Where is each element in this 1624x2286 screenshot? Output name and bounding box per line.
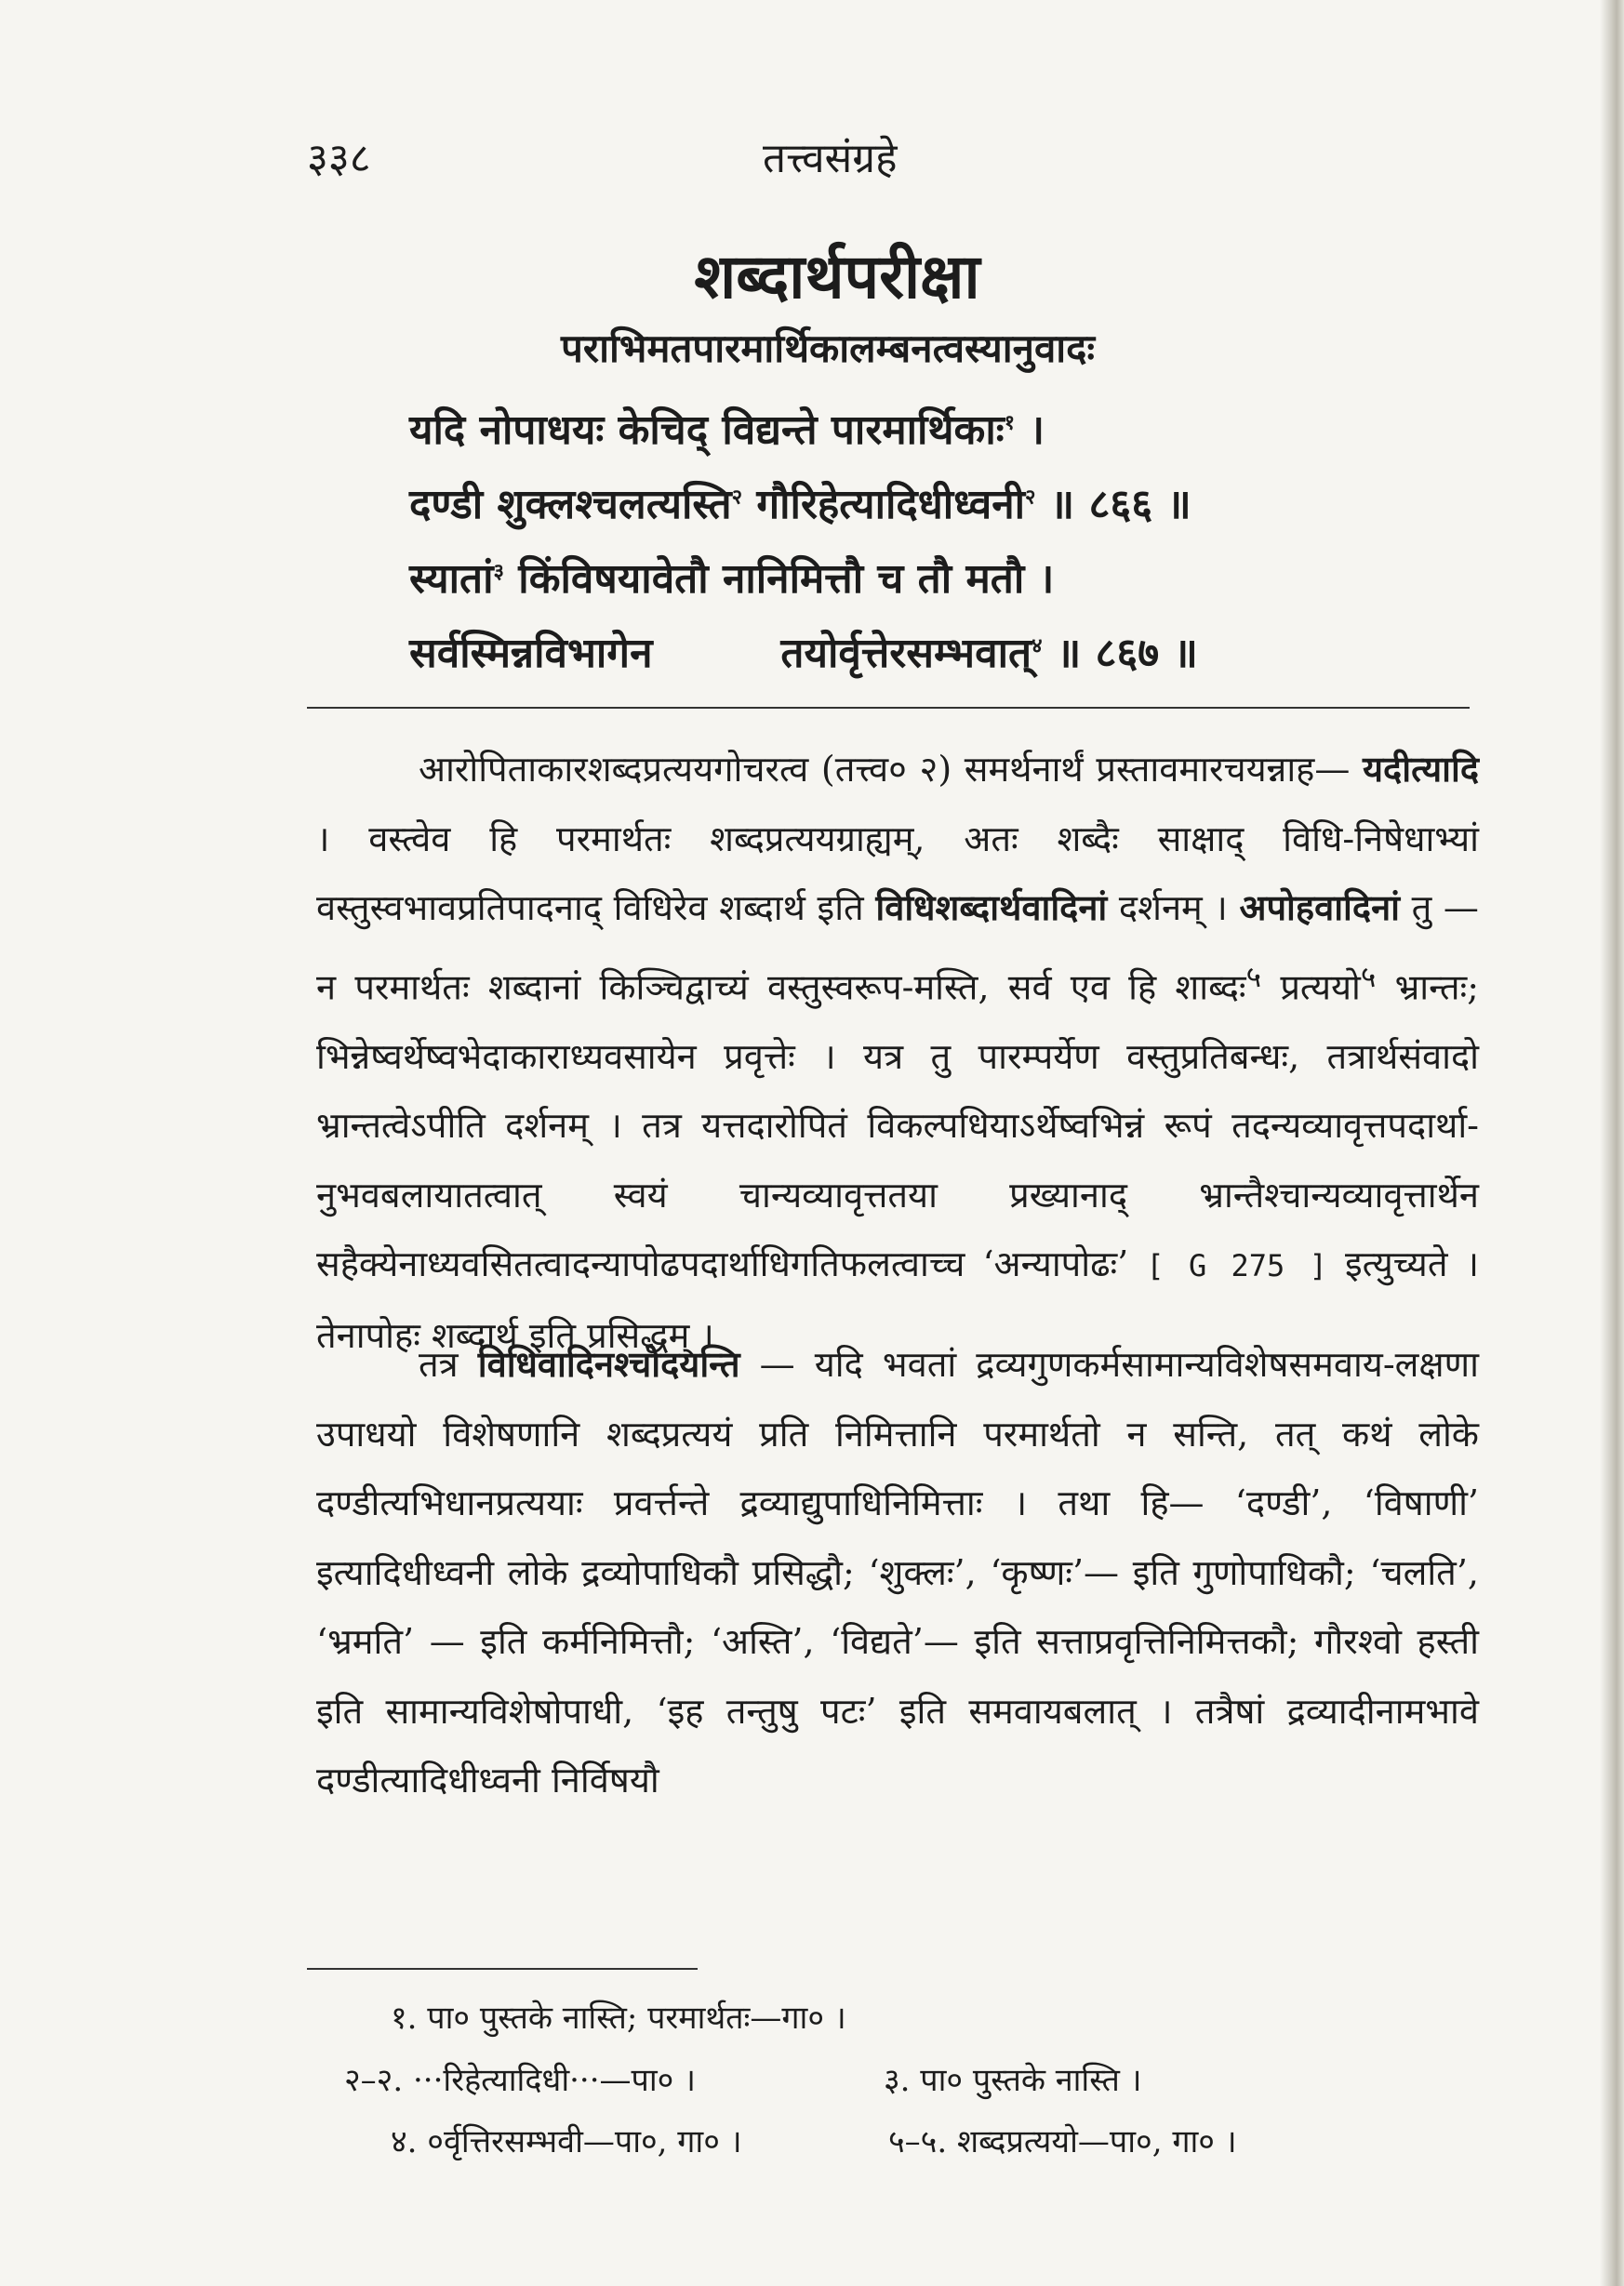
verse-text: सर्वस्मिन्नविभागेन xyxy=(409,630,653,677)
footnote-1: १. पा० पुस्तके नास्ति; परमार्थतः—गा० । xyxy=(391,2000,846,2037)
footnote-divider xyxy=(307,1968,698,1970)
verse-divider xyxy=(307,707,1470,709)
commentary-keyword: विधिशब्दार्थवादिनां xyxy=(875,886,1108,928)
footnote-5: ५–५. शब्दप्रत्ययो—पा०, गा० । xyxy=(888,2123,1237,2160)
commentary-text: तत्र xyxy=(419,1344,459,1385)
running-head: तत्त्वसंग्रहे xyxy=(763,135,898,182)
verse-text: गौरिहेत्यादिधीध्वनी xyxy=(756,481,1026,528)
commentary-text: आरोपिताकारशब्दप्रत्ययगोचरत्व (तत्त्व० २) समर्थनार्थं प्रस्तावमारचयन्नाह— xyxy=(419,749,1351,790)
footnote-marker: १ xyxy=(1004,410,1016,435)
footnote-marker: ५ xyxy=(1360,960,1377,994)
section-subtitle: पराभिमतपारमार्थिकालम्बनत्वस्यानुवादः xyxy=(561,326,1095,371)
commentary-text: प्रत्ययो xyxy=(1280,966,1361,1008)
footnote-marker: ४ xyxy=(1032,633,1043,658)
verse-text: स्यातां xyxy=(409,555,494,603)
commentary-text: — यदि भवतां द्रव्यगुणकर्मसामान्यविशेषसमवाय-लक्षणा उपाधयो विशेषणानि शब्दप्रत्ययं प्रति निमित्तानि परमार्थतो न सन्ति, तत् कथं लोके दण्डीत्यभिधानप्रत्ययाः प्रवर्त्तन्ते द्रव्याद्युपाधिनिमित्ताः । तथा हि— ‘दण्डी’, ‘विषाणी’ इत्यादिधीध्वनी लोके द्रव्योपाधिकौ प्रसिद्धौ; ‘शुक्लः’, ‘कृष्णः’— इति गुणोपाधिकौ; ‘चलति’, ‘भ्रमति’ — इति कर्मनिमित्तौ; ‘अस्ति’, ‘विद्यते’— इति सत्ताप्रवृत्तिनिमित्तकौ; गौरश्वो हस्ती इति सामान्यविशेषोपाधी, ‘इह तन्तुषु पटः’ इति समवायबलात् । तत्रैषां द्रव्यादीनामभावे दण्डीत्यादिधीध्वनी निर्विषयौ xyxy=(316,1344,1479,1801)
verse-line-1 xyxy=(409,400,1045,456)
section-title: शब्दार्थपरीक्षा xyxy=(694,240,980,312)
commentary-text: । वस्त्वेव हि परमार्थतः शब्दप्रत्ययग्राह्यम्, अतः शब्दैः साक्षाद् विधि-निषेधाभ्यां वस्तुस्वभावप्रतिपादनाद् विधिरेव शब्दार्थ इति xyxy=(316,817,1479,928)
verse-line-2 xyxy=(409,474,1191,530)
footnote-4: ४. ०र्वृत्तिरसम्भवी—पा०, गा० । xyxy=(391,2123,742,2160)
commentary-text: इत्युच्यते । तेनापोहः शब्दार्थ इति प्रसिद्धम् । xyxy=(316,1243,1480,1356)
footnote-marker: २ xyxy=(731,485,743,510)
commentary-paragraph-1 xyxy=(316,735,1479,1370)
page-number: ३३८ xyxy=(307,135,371,182)
verse-number: ॥ ८६६ ॥ xyxy=(1049,481,1191,528)
commentary-text: भ्रान्तः; भिन्नेष्वर्थेष्वभेदाकाराध्यवसायेन प्रवृत्तेः । यत्र तु पारम्पर्येण वस्तुप्रतिबन्धः, तत्रार्थसंवादो भ्रान्तत्वेऽपीति दर्शनम् । तत्र यत्तदारोपितं विकल्पधियाऽर्थेष्वभिन्नं रूपं तदन्यव्यावृत्तपदार्था-नुभवबलायातत्वात् स्वयं चान्यव्यावृत्ततया प्रख्यानाद् भ्रान्तैश्चान्यव्यावृत्तार्थेन सहैक्येनाध्यवसितत्वादन्यापोढपदार्थाधिगतिफलत्वाच्च ‘अन्यापोढः’ xyxy=(316,966,1479,1285)
verse-text: दण्डी शुक्लश्चलत्यस्ति xyxy=(409,481,732,528)
verse-line-4 xyxy=(409,623,1198,679)
edition-reference: [ G 275 ] xyxy=(1146,1248,1327,1284)
footnote-marker: २ xyxy=(1025,485,1036,510)
verse-danda: । xyxy=(1029,406,1045,454)
verse-number: ॥ ८६७ ॥ xyxy=(1056,630,1198,677)
footnote-2: २–२. ···रिहेत्यादिधी···—पा० । xyxy=(344,2062,697,2099)
commentary-text: तु — न परमार्थतः शब्दानां किञ्चिद्वाच्यं वस्तुस्वरूप-मस्ति, सर्व एव हि शाब्दः xyxy=(316,887,1479,1008)
commentary-keyword: विधिवादिनश्चोदयन्ति xyxy=(477,1343,740,1385)
verse-text: तयोर्वृत्तेरसम्भवात् xyxy=(780,630,1032,677)
commentary-paragraph-2 xyxy=(316,1330,1479,1815)
page-binding-edge xyxy=(1600,0,1624,2286)
commentary-keyword: यदीत्यादि xyxy=(1363,748,1479,790)
verse-text: किंविषयावेतौ नानिमित्तौ च तौ मतौ । xyxy=(518,555,1055,603)
footnote-marker: ३ xyxy=(493,559,504,584)
verse-line-3 xyxy=(409,549,1054,605)
commentary-text: दर्शनम् । xyxy=(1118,887,1228,928)
commentary-keyword: अपोहवादिनां xyxy=(1239,886,1400,928)
footnote-3: ३. पा० पुस्तके नास्ति । xyxy=(884,2062,1142,2099)
footnote-marker: ५ xyxy=(1245,960,1262,994)
verse-text: यदि नोपाधयः केचिद् विद्यन्ते पारमार्थिकाः xyxy=(409,406,1005,454)
